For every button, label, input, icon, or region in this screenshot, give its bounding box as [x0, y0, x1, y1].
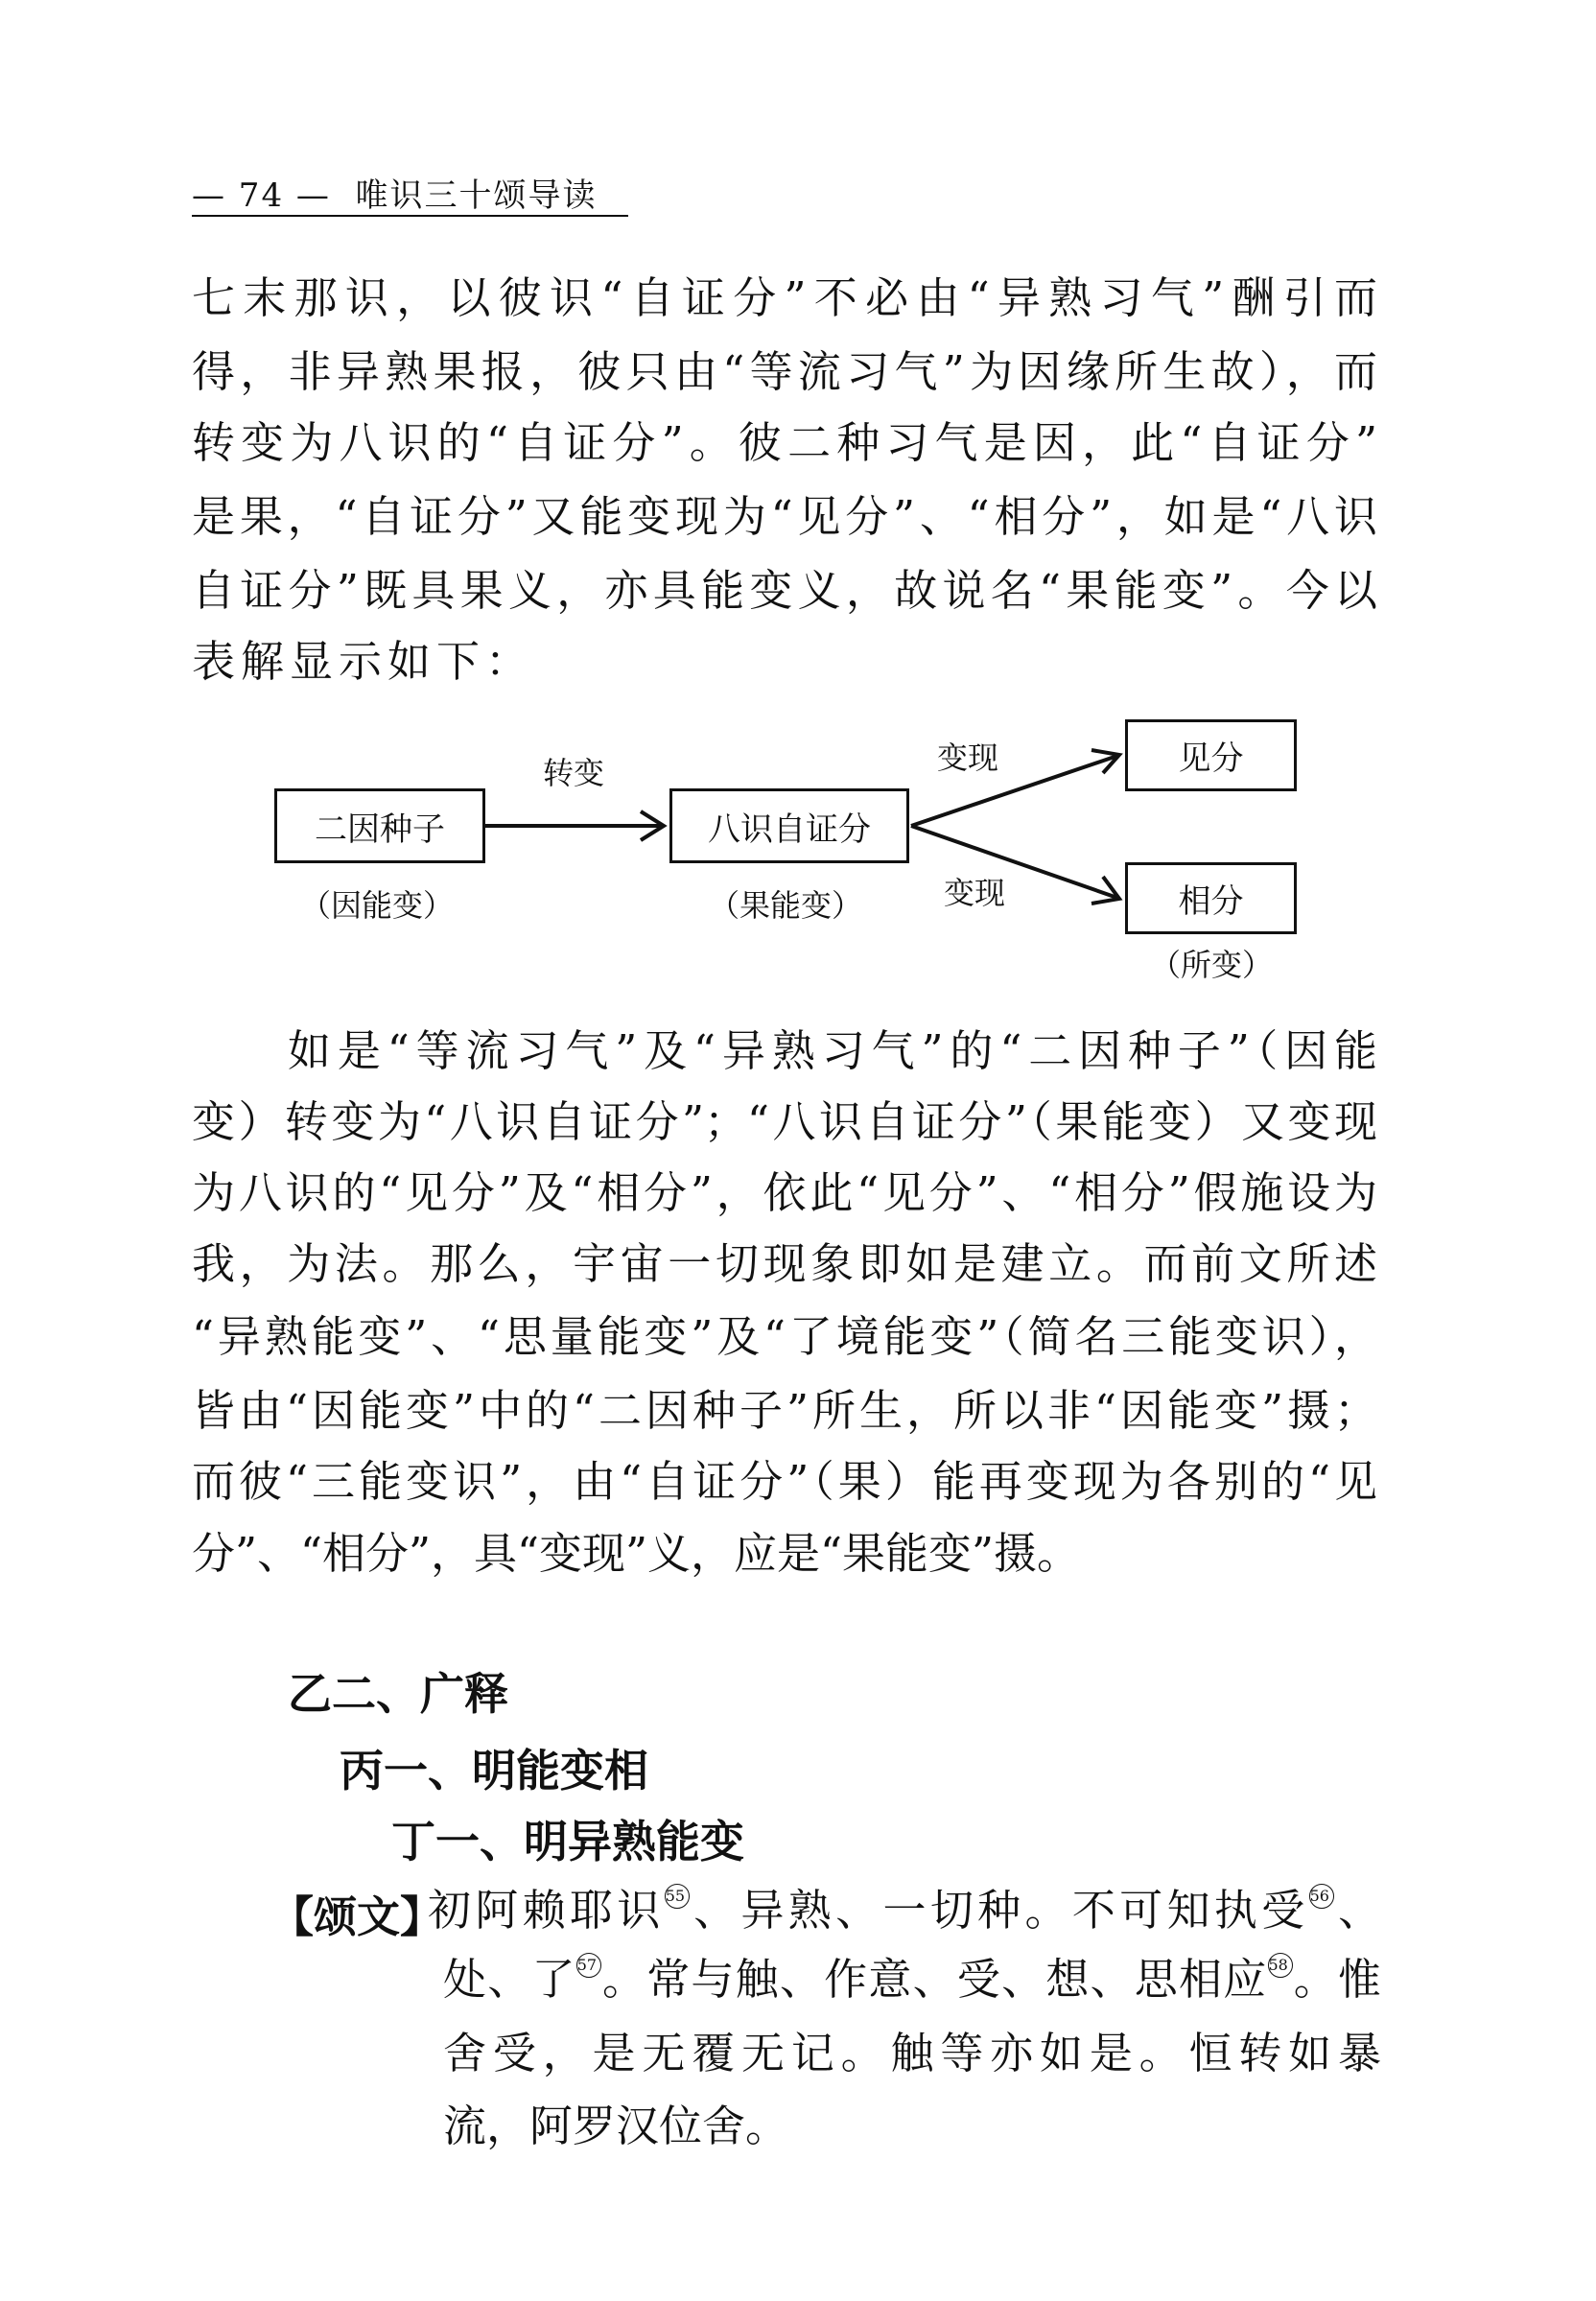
verse-text: 初阿赖耶识 [428, 1885, 665, 1936]
footnote-marker[interactable]: 58 [1268, 1953, 1293, 1978]
verse-text: 。常与触、作意、受、想、思相应 [600, 1954, 1268, 2005]
text-line: 如是“等流习气”及“异熟习气”的“二因种子”（因能 [288, 1025, 1377, 1076]
verse-line: 舍受，是无覆无记。触等亦如是。恒转如暴 [443, 2028, 1381, 2078]
box-two-cause-seeds: 二因种子 [274, 788, 485, 863]
text-line: 是果，“自证分”又能变现为“见分”、“相分”，如是“八识 [192, 491, 1377, 542]
verse-line [443, 1951, 1381, 2008]
heading-level-1: 乙二、广释 [288, 1668, 508, 1720]
text-line: 转变为八识的“自证分”。彼二种习气是因，此“自证分” [192, 417, 1377, 468]
verse-text: 、异熟、一切种。不可知执受 [689, 1885, 1309, 1936]
verse-tag: 【颂文】 [270, 1891, 444, 1942]
verse-line [428, 1882, 1381, 1939]
box-seeing-part: 见分 [1125, 719, 1297, 791]
caption-cause-transform: （因能变） [299, 887, 455, 924]
text-line: 我，为法。那么，宇宙一切现象即如是建立。而前文所述 [192, 1238, 1377, 1289]
heading-level-3: 丁一、明异熟能变 [391, 1816, 744, 1867]
text-line: 得，非异熟果报，彼只由“等流习气”为因缘所生故），而 [192, 346, 1377, 397]
label-transform: 转变 [542, 755, 605, 791]
text-line: 自证分”既具果义，亦具能变义，故说名“果能变”。今以 [192, 565, 1377, 616]
text-line: 皆由“因能变”中的“二因种子”所生，所以非“因能变”摄； [192, 1385, 1377, 1436]
footnote-marker[interactable]: 57 [576, 1953, 601, 1978]
box-image-part: 相分 [1125, 862, 1297, 934]
page-number: — 74 — [192, 176, 331, 215]
text-line: 表解显示如下： [192, 636, 535, 687]
caption-effect-transform: （果能变） [708, 887, 863, 924]
box-self-witness: 八识自证分 [669, 788, 909, 863]
verse-text: 、 [1333, 1885, 1381, 1936]
label-manifest-bottom: 变现 [943, 875, 1006, 911]
verse-text: 。惟 [1292, 1954, 1381, 2005]
text-line: 分”、“相分”，具“变现”义，应是“果能变”摄。 [192, 1528, 1081, 1579]
verse-line: 流，阿罗汉位舍。 [443, 2101, 789, 2151]
text-line: 为八识的“见分”及“相分”，依此“见分”、“相分”假施设为 [192, 1167, 1377, 1218]
text-line: “异熟能变”、“思量能变”及“了境能变”（简名三能变识）， [192, 1311, 1377, 1362]
text-line: 而彼“三能变识”，由“自证分”（果）能再变现为各别的“见 [192, 1456, 1377, 1507]
label-manifest-top: 变现 [936, 740, 999, 776]
text-line: 变）转变为“八识自证分”；“八识自证分”（果能变）又变现 [192, 1096, 1377, 1147]
heading-level-2: 丙一、明能变相 [340, 1745, 648, 1796]
footnote-marker[interactable]: 56 [1309, 1884, 1334, 1909]
footnote-marker[interactable]: 55 [665, 1884, 690, 1909]
text-line: 七末那识，以彼识“自证分”不必由“异熟习气”酬引而 [192, 272, 1377, 323]
caption-transformed: （所变） [1149, 947, 1274, 983]
book-title: 唯识三十颂导读 [355, 176, 598, 215]
verse-text: 处、了 [443, 1954, 576, 2005]
arrow-image-line [911, 826, 1117, 898]
